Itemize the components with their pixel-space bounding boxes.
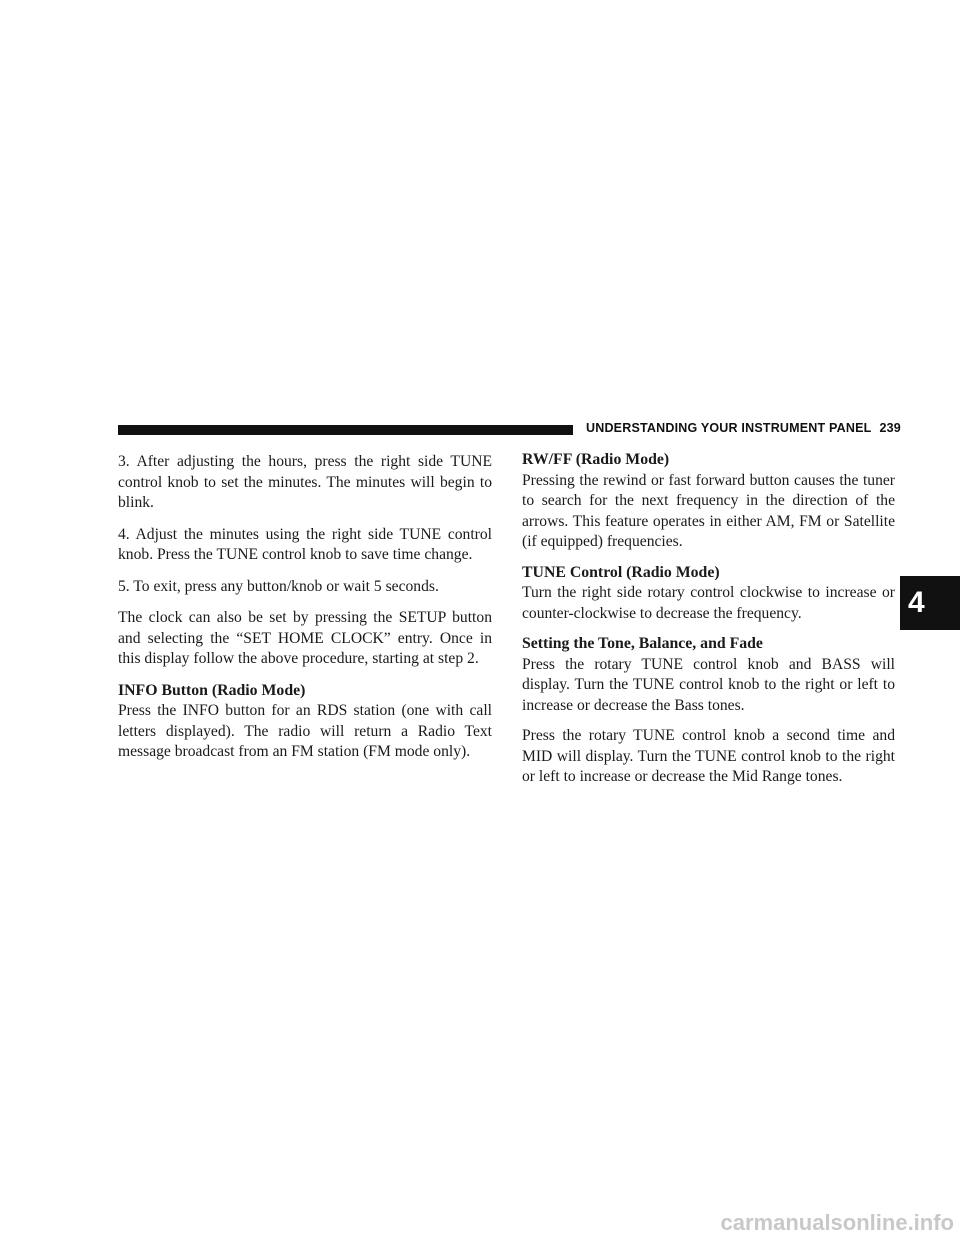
rwff-section xyxy=(522,450,895,553)
right-column xyxy=(522,450,895,799)
page-number: 239 xyxy=(879,421,901,435)
setup-clock-paragraph: The clock can also be set by pressing the SETUP button and selecting the “SET HOME CLOCK” entry. Once in this display follow the above procedure, starting at step 2. xyxy=(118,609,492,667)
info-button-section xyxy=(118,681,492,763)
header-rule xyxy=(118,425,573,435)
left-column xyxy=(118,452,492,773)
tone-heading: Setting the Tone, Balance, and Fade xyxy=(522,635,763,652)
tune-control-section xyxy=(522,563,895,625)
chapter-tab: 4 xyxy=(900,576,960,630)
tune-control-body: Turn the right side rotary control clockwise to increase or counter-clockwise to decrease the frequency. xyxy=(522,584,895,622)
step-5-paragraph: 5. To exit, press any button/knob or wait 5 seconds. xyxy=(118,577,439,595)
tone-section xyxy=(522,634,895,716)
watermark: carmanualsonline.info xyxy=(720,1210,954,1235)
mid-range-paragraph: Press the rotary TUNE control knob a second time and MID will display. Turn the TUNE control knob to the right or left to increase or decrease the Mid Range tones. xyxy=(522,727,895,785)
info-button-heading: INFO Button (Radio Mode) xyxy=(118,681,306,699)
tune-control-heading: TUNE Control (Radio Mode) xyxy=(522,563,720,581)
running-header xyxy=(586,421,901,435)
rwff-body: Pressing the rewind or fast forward button causes the tuner to search for the next frequency in the direction of the arrows. This feature operates in either AM, FM or Satellite (if equipped) frequencies. xyxy=(522,471,895,550)
step-3-paragraph: 3. After adjusting the hours, press the right side TUNE control knob to set the minutes. The minutes will begin to blink. xyxy=(118,453,492,511)
info-button-body: Press the INFO button for an RDS station (one with call letters displayed). The radio will return a Radio Text message broadcast from an FM station (FM mode only). xyxy=(118,702,492,760)
tone-body: Press the rotary TUNE control knob and BASS will display. Turn the TUNE control knob to the right or left to increase or decrease the Bass tones. xyxy=(522,655,895,714)
header-title: UNDERSTANDING YOUR INSTRUMENT PANEL xyxy=(586,421,872,435)
rwff-heading: RW/FF (Radio Mode) xyxy=(522,451,670,468)
step-4-paragraph: 4. Adjust the minutes using the right side TUNE control knob. Press the TUNE control knob to save time change. xyxy=(118,525,492,563)
